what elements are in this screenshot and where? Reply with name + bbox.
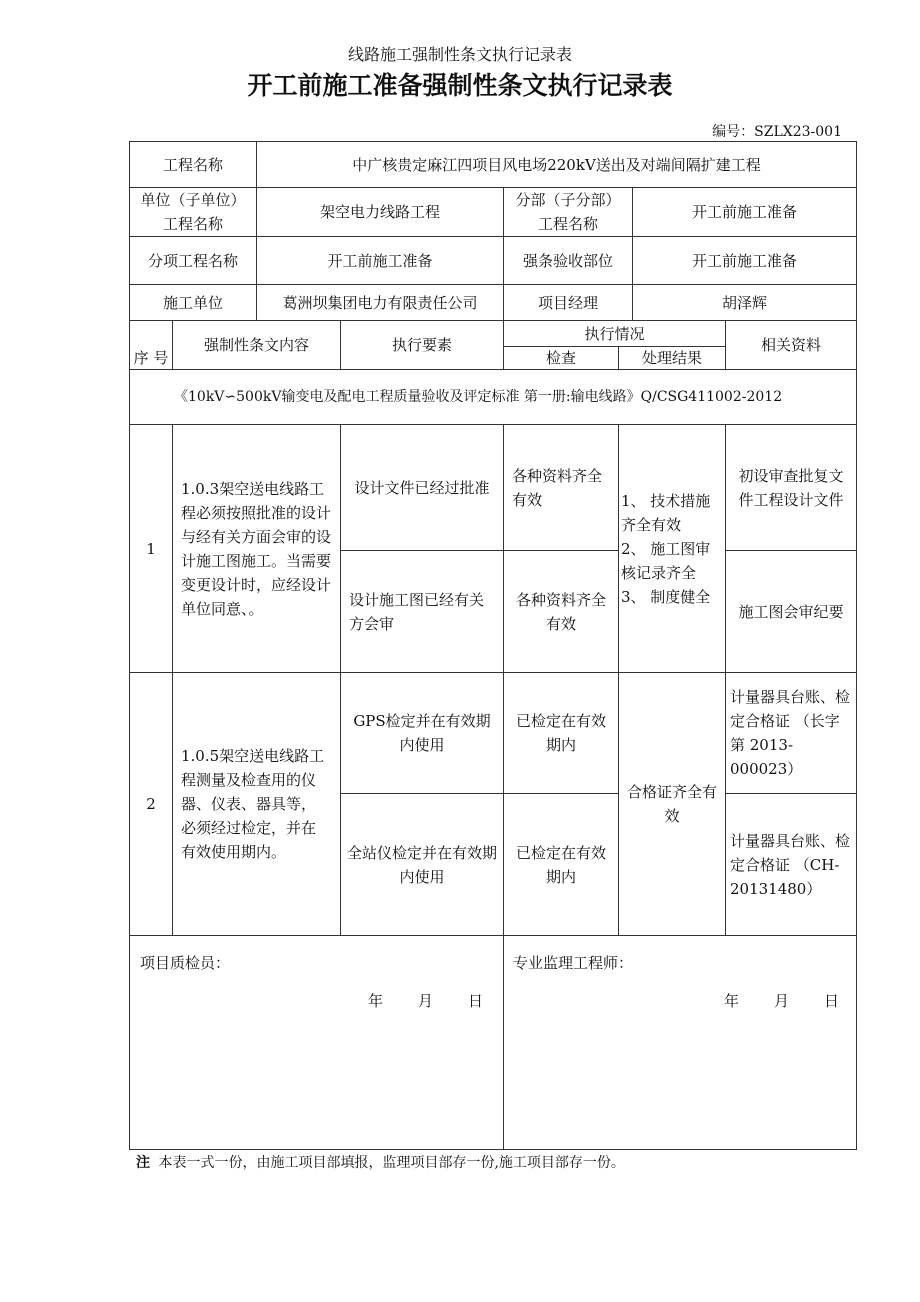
column-result: 处理结果 <box>641 349 702 367</box>
acceptance-part-label: 强条验收部位 <box>522 251 613 270</box>
footer-note <box>136 1152 625 1172</box>
supervisor-label: 专业监理工程师： <box>513 954 634 972</box>
form-title: 开工前施工准备强制性条文执行记录表 <box>247 71 673 100</box>
column-docs: 相关资料 <box>760 336 821 354</box>
manager-label: 项目经理 <box>537 293 598 312</box>
unit-name-value: 架空电力线路工程 <box>319 203 440 221</box>
row-2-doc-1: 计量器具台账、检定合格证 （长字第 2013-000023） <box>730 688 851 778</box>
row-1-seq: 1 <box>146 539 156 558</box>
manager-value: 胡泽辉 <box>721 293 767 312</box>
unit-name-label <box>130 188 256 236</box>
column-elements: 执行要素 <box>391 336 452 354</box>
row-1-doc-1: 初设审查批复文件工程设计文件 <box>738 466 844 509</box>
row-1-content: 1.0.3架空送电线路工程必须按照批准的设计与经有关方面会审的设计施工图施工。当需要变更设计时，应经设计单位同意、。 <box>181 479 332 618</box>
division-name-value: 开工前施工准备 <box>691 203 797 221</box>
row-2-check-2: 已检定在有效期内 <box>515 843 606 886</box>
standard-reference: 《10kV∽500kV输变电及配电工程质量验收及评定标准 第一册:输电线路》Q/CSG411002-2012 <box>174 389 783 405</box>
document-number: 编号：SZLX23-001 <box>712 124 842 140</box>
qc-date-month: 月 <box>418 992 434 1010</box>
row-1-check-1: 各种资料齐全有效 <box>512 466 603 509</box>
row-2-content: 1.0.5架空送电线路工程测量及检查用的仪器、仪表、器具等， 必须经过检定，并在 有效使用期内。 <box>181 747 325 861</box>
row-2-element-1: GPS检定并在有效期内使用 <box>353 712 491 754</box>
row-2-doc-2: 计量器具台账、检定合格证 （CH-20131480） <box>730 831 851 898</box>
division-name-label-line2: 工程名称 <box>537 215 598 233</box>
project-name-value: 中广核贵定麻江四项目风电场220kV送出及对端间隔扩建工程 <box>352 155 761 174</box>
column-seq: 序 号 <box>133 348 169 367</box>
row-2-result: 合格证齐全有效 <box>627 783 718 825</box>
item-name-label: 分项工程名称 <box>147 251 238 270</box>
column-content: 强制性条文内容 <box>203 336 309 354</box>
builder-value: 葛洲坝集团电力有限责任公司 <box>282 293 478 312</box>
unit-name-label-line1: 单位（子单位） <box>140 191 246 209</box>
qc-inspector-label: 项目质检员： <box>140 954 231 972</box>
row-2-check-1: 已检定在有效期内 <box>515 712 606 754</box>
footer-note-mark: 注 <box>136 1155 150 1171</box>
row-2-seq: 2 <box>146 795 156 813</box>
row-1-result: 1、 技术措施齐全有效 2、 施工图审核记录齐全 3、 制度健全 <box>621 491 711 606</box>
division-name-label <box>504 188 632 236</box>
column-check: 检查 <box>545 349 576 367</box>
column-status: 执行情况 <box>584 324 645 343</box>
footer-note-text: 本表一式一份，由施工项目部填报，监理项目部存一份,施工项目部存一份。 <box>158 1155 625 1171</box>
qc-date-day: 日 <box>468 992 484 1010</box>
form-subtitle: 线路施工强制性条文执行记录表 <box>347 45 572 64</box>
row-2-element-2: 全站仪检定并在有效期内使用 <box>347 843 498 886</box>
row-1-element-2: 设计施工图已经有关方会审 <box>349 590 485 633</box>
qc-date-year: 年 <box>368 992 384 1010</box>
builder-label: 施工单位 <box>162 293 223 312</box>
unit-name-label-line2: 工程名称 <box>162 215 223 233</box>
acceptance-part-value: 开工前施工准备 <box>691 251 797 270</box>
project-name-label: 工程名称 <box>162 155 223 174</box>
supervisor-date-month: 月 <box>774 992 790 1010</box>
row-1-element-1: 设计文件已经过批准 <box>354 478 490 497</box>
row-1-check-2: 各种资料齐全有效 <box>515 590 606 633</box>
item-name-value: 开工前施工准备 <box>327 251 433 270</box>
division-name-label-line1: 分部（子分部） <box>515 191 621 209</box>
row-1-doc-2: 施工图会审纪要 <box>738 602 844 621</box>
supervisor-date-day: 日 <box>824 992 840 1010</box>
supervisor-date-year: 年 <box>724 992 740 1010</box>
